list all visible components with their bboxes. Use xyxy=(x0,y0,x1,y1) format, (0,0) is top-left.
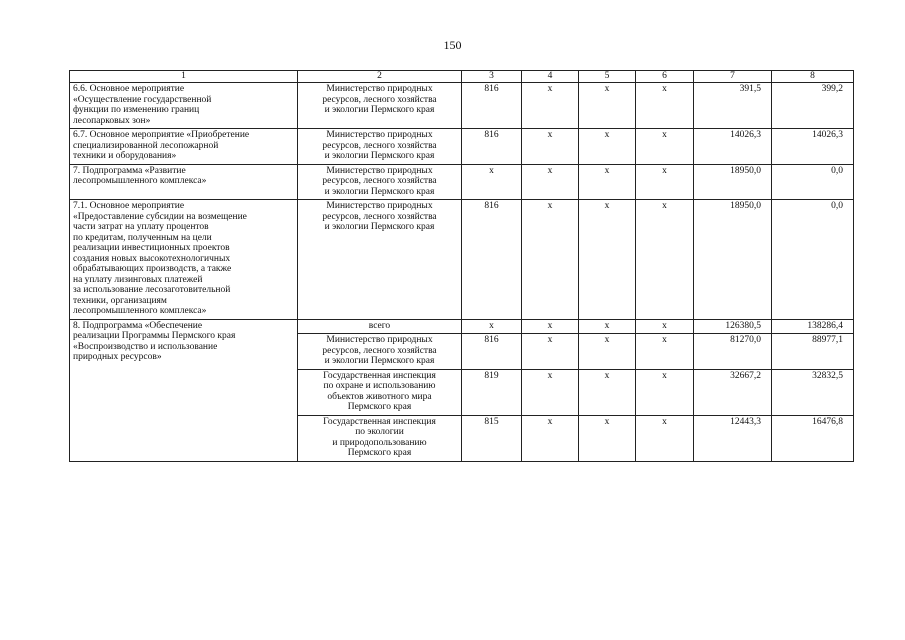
table-row xyxy=(70,83,854,129)
cell-column-8: 0,0 xyxy=(772,200,854,320)
cell-column-7: 32667,2 xyxy=(694,369,772,415)
cell-column-5: х xyxy=(579,334,636,370)
cell-column-7: 81270,0 xyxy=(694,334,772,370)
column-number-4: 4 xyxy=(522,71,579,83)
cell-column-6: х xyxy=(636,334,694,370)
executor-name: всего xyxy=(298,319,462,334)
cell-column-5: х xyxy=(579,369,636,415)
cell-column-4: х xyxy=(522,83,579,129)
executor-name: Министерство природных ресурсов, лесного хозяйства и экологии Пермского края xyxy=(298,164,462,200)
cell-column-5: х xyxy=(579,164,636,200)
cell-column-7: 18950,0 xyxy=(694,164,772,200)
cell-column-3: 816 xyxy=(462,129,522,165)
cell-column-6: х xyxy=(636,164,694,200)
cell-column-6: х xyxy=(636,200,694,320)
cell-column-3: х xyxy=(462,319,522,334)
cell-column-5: х xyxy=(579,319,636,334)
executor-name: Министерство природных ресурсов, лесного хозяйства и экологии Пермского края xyxy=(298,83,462,129)
cell-column-3: 816 xyxy=(462,83,522,129)
cell-column-8: 16476,8 xyxy=(772,415,854,461)
table-row xyxy=(70,319,854,334)
cell-column-8: 88977,1 xyxy=(772,334,854,370)
cell-column-6: х xyxy=(636,129,694,165)
cell-column-7: 12443,3 xyxy=(694,415,772,461)
executor-name: Государственная инспекция по экологии и природопользованию Пермского края xyxy=(298,415,462,461)
cell-column-8: 399,2 xyxy=(772,83,854,129)
column-number-8: 8 xyxy=(772,71,854,83)
cell-column-8: 14026,3 xyxy=(772,129,854,165)
column-number-row xyxy=(70,71,854,83)
cell-column-6: х xyxy=(636,415,694,461)
table-row xyxy=(70,129,854,165)
cell-column-3: 816 xyxy=(462,334,522,370)
cell-column-8: 32832,5 xyxy=(772,369,854,415)
column-number-5: 5 xyxy=(579,71,636,83)
cell-column-3: 819 xyxy=(462,369,522,415)
cell-column-8: 138286,4 xyxy=(772,319,854,334)
cell-column-5: х xyxy=(579,83,636,129)
column-number-2: 2 xyxy=(298,71,462,83)
cell-column-4: х xyxy=(522,415,579,461)
column-number-3: 3 xyxy=(462,71,522,83)
cell-column-4: х xyxy=(522,334,579,370)
cell-column-5: х xyxy=(579,415,636,461)
executor-name: Государственная инспекция по охране и использованию объектов животного мира Пермского края xyxy=(298,369,462,415)
cell-column-6: х xyxy=(636,319,694,334)
cell-column-6: х xyxy=(636,369,694,415)
executor-name: Министерство природных ресурсов, лесного хозяйства и экологии Пермского края xyxy=(298,129,462,165)
program-item-name: 8. Подпрограмма «Обеспечение реализации Программы Пермского края «Воспроизводство и использование природных ресурсов» xyxy=(70,319,298,461)
cell-column-7: 126380,5 xyxy=(694,319,772,334)
executor-name: Министерство природных ресурсов, лесного хозяйства и экологии Пермского края xyxy=(298,200,462,320)
cell-column-8: 0,0 xyxy=(772,164,854,200)
cell-column-5: х xyxy=(579,200,636,320)
budget-table xyxy=(69,70,854,462)
table-row xyxy=(70,164,854,200)
cell-column-4: х xyxy=(522,369,579,415)
program-item-name: 6.6. Основное мероприятие «Осуществление государственной функции по изменению границ лесопарковых зон» xyxy=(70,83,298,129)
program-item-name: 6.7. Основное мероприятие «Приобретение специализированной лесопожарной техники и оборудования» xyxy=(70,129,298,165)
column-number-6: 6 xyxy=(636,71,694,83)
program-item-name: 7. Подпрограмма «Развитие лесопромышленного комплекса» xyxy=(70,164,298,200)
cell-column-4: х xyxy=(522,129,579,165)
column-number-7: 7 xyxy=(694,71,772,83)
cell-column-4: х xyxy=(522,319,579,334)
column-number-1: 1 xyxy=(70,71,298,83)
executor-name: Министерство природных ресурсов, лесного хозяйства и экологии Пермского края xyxy=(298,334,462,370)
cell-column-3: 816 xyxy=(462,200,522,320)
cell-column-7: 14026,3 xyxy=(694,129,772,165)
cell-column-3: х xyxy=(462,164,522,200)
cell-column-7: 391,5 xyxy=(694,83,772,129)
cell-column-4: х xyxy=(522,200,579,320)
table-body xyxy=(70,71,854,462)
program-item-name: 7.1. Основное мероприятие «Предоставление субсидии на возмещение части затрат на уплату процентов по кредитам, полученным на цели реализации инвестиционных проектов создания новых высокотехнологичных обрабатывающих производств, а также на уплату лизинговых платежей за использование лесозаготовительной техники, организациям лесопромышленного комплекса» xyxy=(70,200,298,320)
table-row xyxy=(70,200,854,320)
cell-column-4: х xyxy=(522,164,579,200)
page-number: 150 xyxy=(443,38,462,52)
cell-column-7: 18950,0 xyxy=(694,200,772,320)
cell-column-6: х xyxy=(636,83,694,129)
cell-column-3: 815 xyxy=(462,415,522,461)
cell-column-5: х xyxy=(579,129,636,165)
